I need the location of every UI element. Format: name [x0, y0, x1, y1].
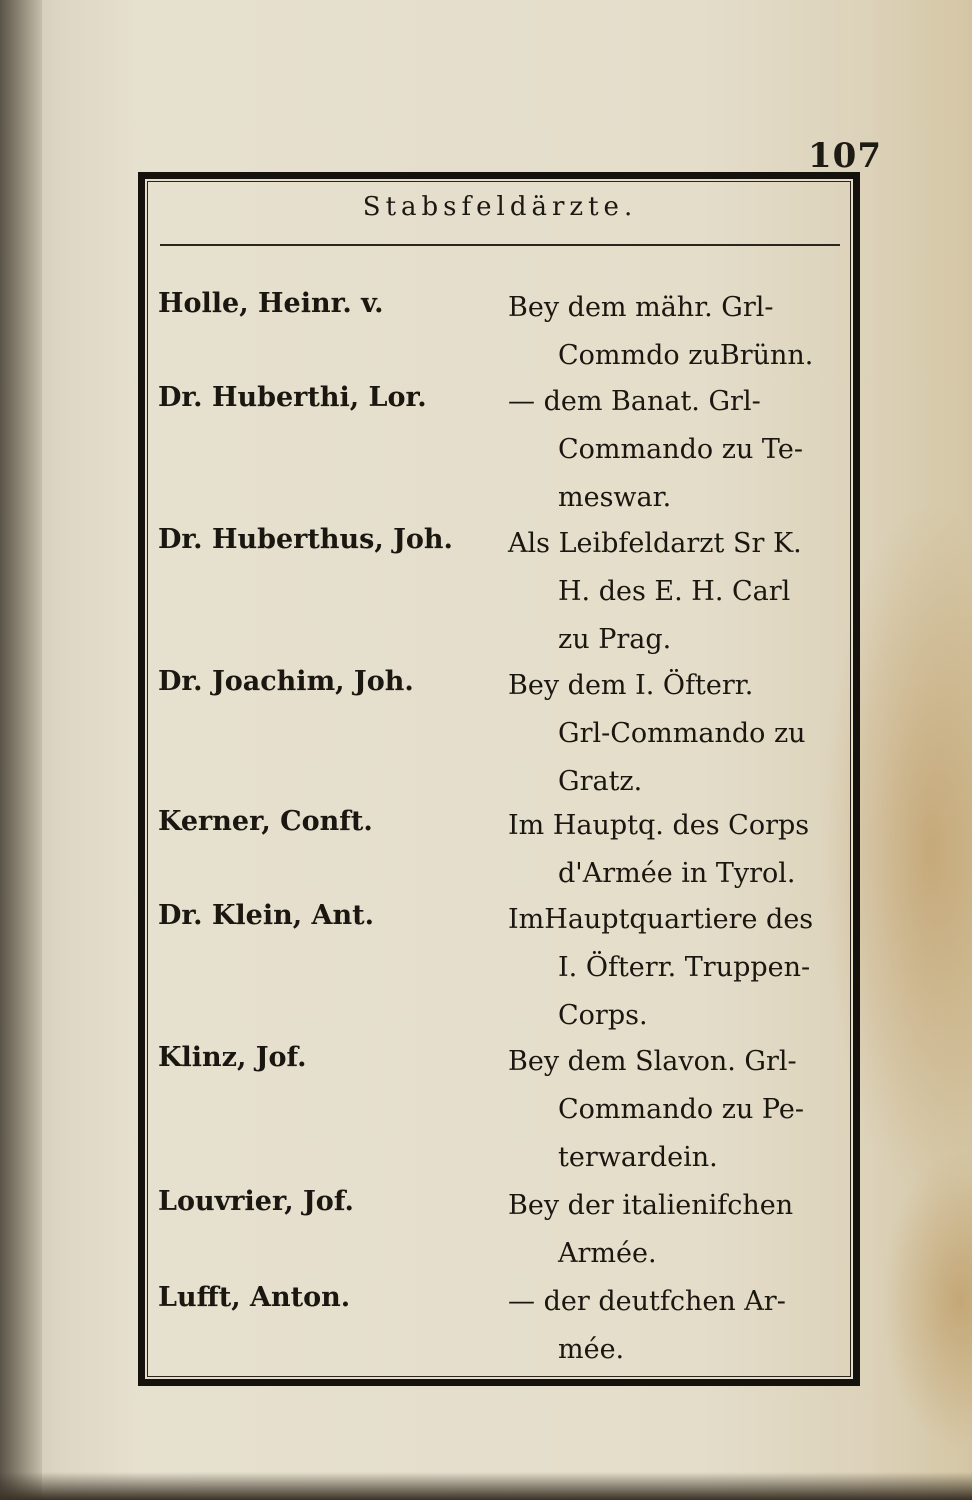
entry-post-line: mée. [558, 1334, 625, 1365]
entry-post-line: Commando zu Te- [558, 434, 803, 465]
entry-post-line: I. Öfterr. Truppen- [558, 952, 811, 983]
entry-name: Dr. Joachim, Joh. [158, 666, 414, 697]
entry-post-line: Gratz. [558, 766, 643, 797]
entry-post [508, 662, 838, 806]
entry-post-line: zu Prag. [558, 624, 672, 655]
entry-post-line: Commando zu Pe- [558, 1094, 804, 1125]
page-bottom-edge [0, 1472, 972, 1500]
book-gutter [0, 0, 42, 1500]
entry-post [508, 1182, 838, 1278]
entry-name: Louvrier, Jof. [158, 1186, 354, 1217]
entry-post [508, 378, 838, 522]
entry-name: Dr. Huberthus, Joh. [158, 524, 453, 555]
entry-name: Dr. Huberthi, Lor. [158, 382, 427, 413]
entry-name: Holle, Heinr. v. [158, 288, 384, 319]
entry-name: Lufft, Anton. [158, 1282, 351, 1313]
entry-post-line: H. des E. H. Carl [558, 576, 791, 607]
entry-post-line: Armée. [558, 1238, 657, 1269]
entry-name: Dr. Klein, Ant. [158, 900, 374, 931]
entry-post-line: Bey dem Slavon. Grl- [508, 1046, 797, 1077]
entry-post-line: Grl-Commando zu [558, 718, 806, 749]
entry-post-line: meswar. [558, 482, 672, 513]
entry-post-line: d'Armée in Tyrol. [558, 858, 796, 889]
foxing-stain-lower [880, 1150, 972, 1450]
entry-post-line: — der deutfchen Ar- [508, 1286, 786, 1317]
entry-post-line: Bey dem mähr. Grl- [508, 292, 774, 323]
entry-post [508, 1278, 838, 1374]
entry-post-line: Commdo zuBrünn. [558, 340, 814, 371]
entry-post-line: terwardein. [558, 1142, 718, 1173]
entry-post-line: Als Leibfeldarzt Sr K. [508, 528, 802, 559]
entry-post [508, 284, 838, 380]
entry-post-line: Corps. [558, 1000, 648, 1031]
entry-post-line: ImHauptquartiere des [508, 904, 814, 935]
page-number: 107 [808, 136, 882, 176]
entry-post [508, 1038, 838, 1182]
section-title: Stabsfeldärzte. [362, 192, 638, 222]
entry-post [508, 896, 838, 1040]
header-rule [160, 244, 840, 246]
entry-post-line: Bey dem I. Öfterr. [508, 670, 754, 701]
entry-post-line: Im Hauptq. des Corps [508, 810, 810, 841]
entry-post [508, 520, 838, 664]
entry-name: Kerner, Conft. [158, 806, 373, 837]
entry-post-line: — dem Banat. Grl- [508, 386, 761, 417]
entry-name: Klinz, Jof. [158, 1042, 307, 1073]
entry-post-line: Bey der italienifchen [508, 1190, 794, 1221]
entry-post [508, 802, 838, 898]
